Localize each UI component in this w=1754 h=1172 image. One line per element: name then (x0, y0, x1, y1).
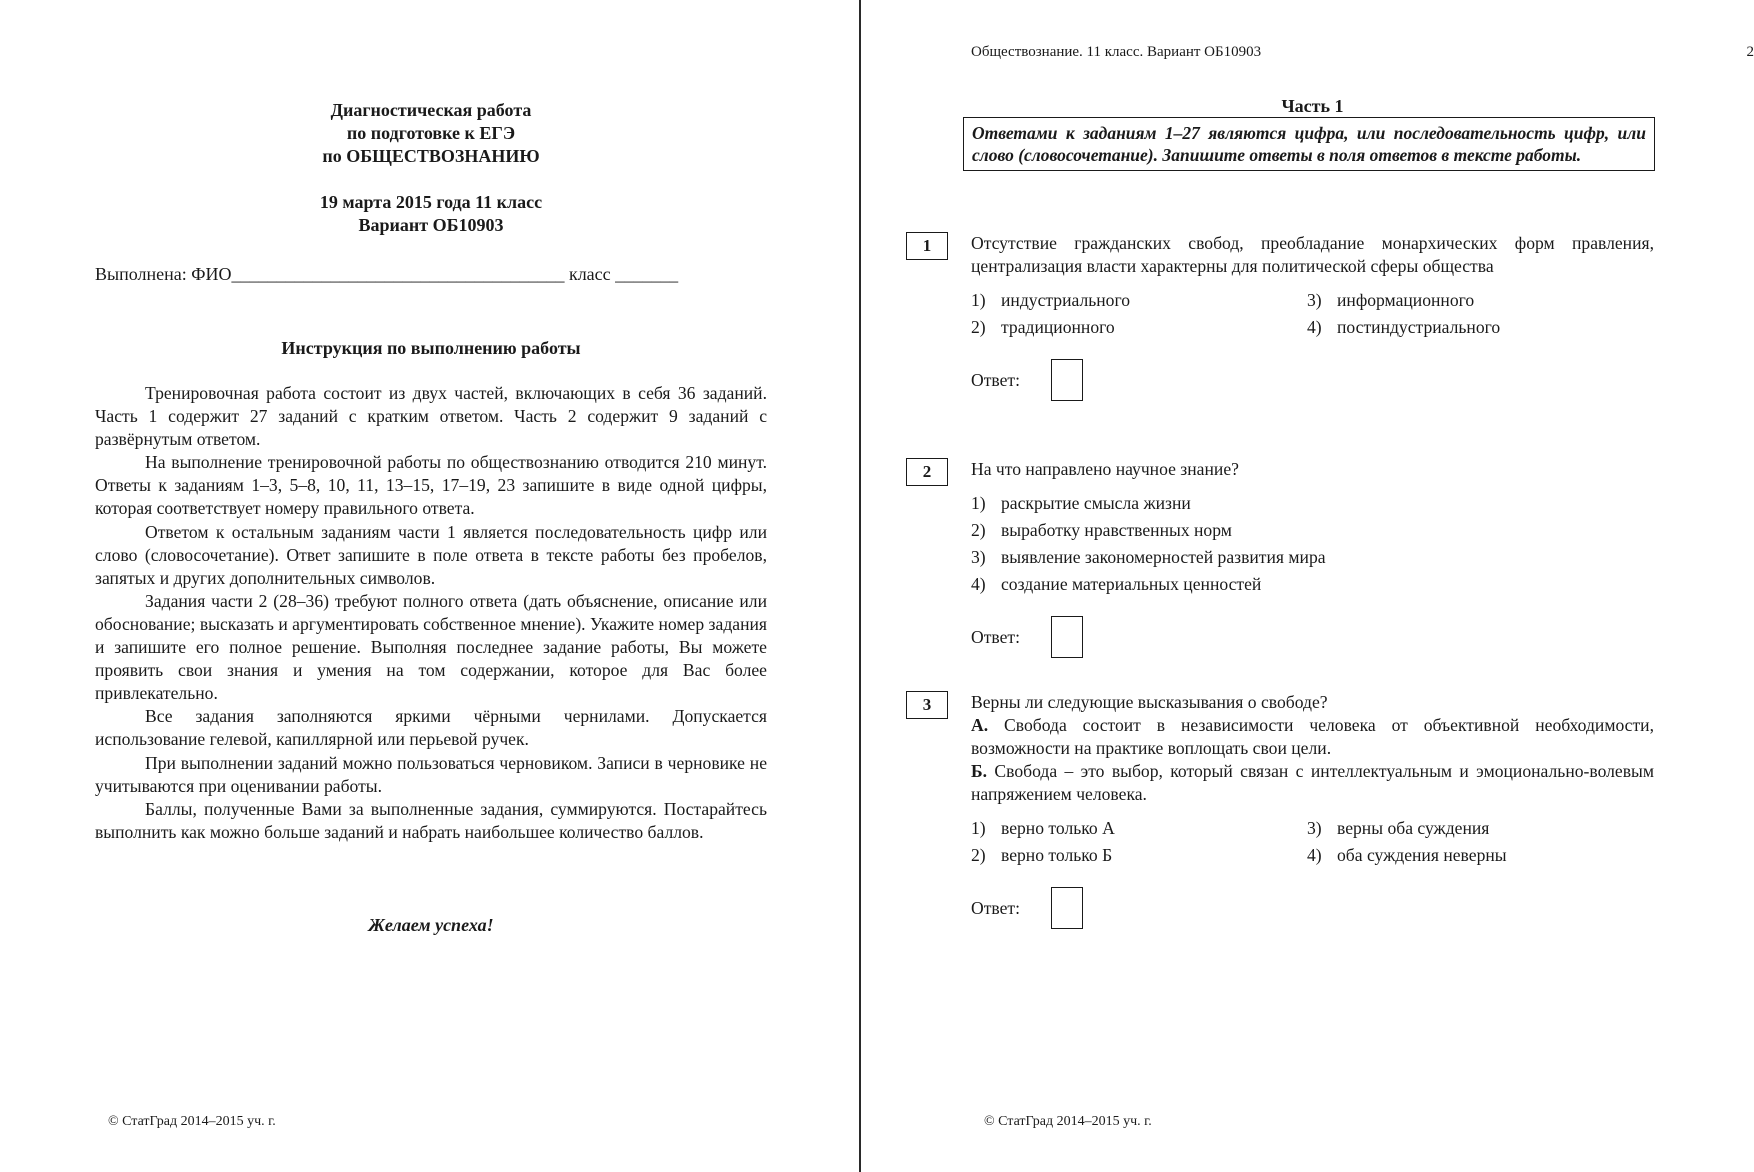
option: 2) выработку нравственных норм (971, 520, 1232, 540)
option: 4) постиндустриального (1307, 317, 1501, 337)
task-text: На что направлено научное знание? (971, 459, 1239, 479)
header-title: Обществознание. 11 класс. Вариант ОБ10903 (971, 44, 1262, 60)
answer-box[interactable] (1051, 616, 1083, 658)
option: 3) выявление закономерностей развития мира (971, 547, 1326, 567)
answer-label: Ответ: (971, 627, 1020, 647)
page-header (971, 44, 1754, 61)
task-text: Верны ли следующие высказывания о свободе? (971, 692, 1328, 712)
class-label: класс (568, 264, 611, 284)
task-options (971, 817, 1654, 867)
task-options (971, 289, 1654, 339)
instruction-paragraph: Ответом к остальным заданиям части 1 является последовательность цифр или слово (словосочетание). Ответ запишите в поле ответа в тексте работы без пробелов, запятых и других дополнительных символов. (95, 521, 767, 588)
option: 1) раскрытие смысла жизни (971, 493, 1191, 513)
option: 4) оба суждения неверны (1307, 845, 1507, 865)
option: 4) создание материальных ценностей (971, 574, 1262, 594)
option: 1) верно только А (971, 818, 1115, 838)
footer-copyright: © СтатГрад 2014–2015 уч. г. (108, 1114, 276, 1129)
task-2 (922, 458, 1654, 656)
statement-b: Б. Свобода – это выбор, который связан с интеллектуальным и эмоционально-волевым напряжением человека. (971, 761, 1654, 804)
page-right (861, 0, 1754, 1172)
instruction-paragraph: Тренировочная работа состоит из двух частей, включающих в себя 36 заданий. Часть 1 содержит 27 заданий с кратким ответом. Часть 2 содержит 9 заданий с развёрнутым ответом. (95, 383, 767, 450)
instruction-paragraph: Все задания заполняются яркими чёрными чернилами. Допускается использование гелевой, капиллярной или перьевой ручек. (95, 706, 767, 750)
statement-a: А. Свобода состоит в независимости человека от объективной необходимости, возможности на практике воплощать свои цели. (971, 715, 1654, 758)
title-line: Диагностическая работа (330, 100, 532, 120)
page-number: 2 (1746, 44, 1754, 60)
answer-box[interactable] (1051, 359, 1083, 401)
option: 3) верны оба суждения (1307, 818, 1490, 838)
fio-label: Выполнена: ФИО (95, 264, 232, 284)
document-title (95, 99, 767, 237)
answer-row (971, 887, 1654, 927)
good-luck-text: Желаем успеха! (368, 915, 494, 935)
task-options (971, 492, 1654, 596)
footer-copyright: © СтатГрад 2014–2015 уч. г. (984, 1114, 1152, 1129)
answer-row (971, 359, 1654, 399)
option: 2) традиционного (971, 317, 1115, 337)
answer-label: Ответ: (971, 370, 1020, 390)
instruction-paragraph: На выполнение тренировочной работы по обществознанию отводится 210 минут. Ответы к заданиям 1–3, 5–8, 10, 11, 13–15, 17–19, 23 запишите в виде одной цифры, которая соответствует номеру правильного ответа. (95, 452, 767, 519)
option: 2) верно только Б (971, 845, 1113, 865)
task-number: 2 (906, 458, 948, 486)
answer-row (971, 616, 1654, 656)
fio-field[interactable]: _____________________________________ (231, 264, 565, 284)
task-number: 3 (906, 691, 948, 719)
answer-label: Ответ: (971, 898, 1020, 918)
option: 3) информационного (1307, 290, 1475, 310)
variant-line: Вариант ОБ10903 (358, 215, 504, 235)
task-1 (922, 232, 1654, 399)
class-field[interactable]: _______ (615, 264, 679, 284)
fio-row (95, 263, 678, 286)
instruction-paragraph: При выполнении заданий можно пользоваться черновиком. Записи в черновике не учитываются при оценивании работы. (95, 752, 767, 796)
instruction-text (95, 382, 767, 844)
task-text: Отсутствие гражданских свобод, преобладание монархических форм правления, централизация власти характерны для политической сферы общества (971, 233, 1654, 276)
answer-box[interactable] (1051, 887, 1083, 929)
date-line: 19 марта 2015 года 11 класс (319, 192, 543, 212)
part-title: Часть 1 (1281, 96, 1344, 116)
page-left (0, 0, 859, 1172)
task-number: 1 (906, 232, 948, 260)
instruction-title: Инструкция по выполнению работы (281, 338, 581, 358)
title-line: по подготовке к ЕГЭ (346, 123, 516, 143)
task-3 (922, 691, 1654, 927)
option: 1) индустриального (971, 290, 1131, 310)
title-line: по ОБЩЕСТВОЗНАНИЮ (322, 146, 540, 166)
instruction-paragraph: Баллы, полученные Вами за выполненные задания, суммируются. Постарайтесь выполнить как можно больше заданий и набрать наибольшее количество баллов. (95, 798, 767, 842)
instruction-paragraph: Задания части 2 (28–36) требуют полного ответа (дать объяснение, описание или обоснование; высказать и аргументировать собственное мнение). Укажите номер задания и запишите его полное решение. Выполняя последнее задание работы, Вы можете проявить свои знания и умения на том содержании, которое для Вас более привлекательно. (95, 590, 767, 704)
part-instructions-box: Ответами к заданиям 1–27 являются цифра, или последовательность цифр, или слово (словосочетание). Запишите ответы в поля ответов в тексте работы. (963, 117, 1655, 171)
